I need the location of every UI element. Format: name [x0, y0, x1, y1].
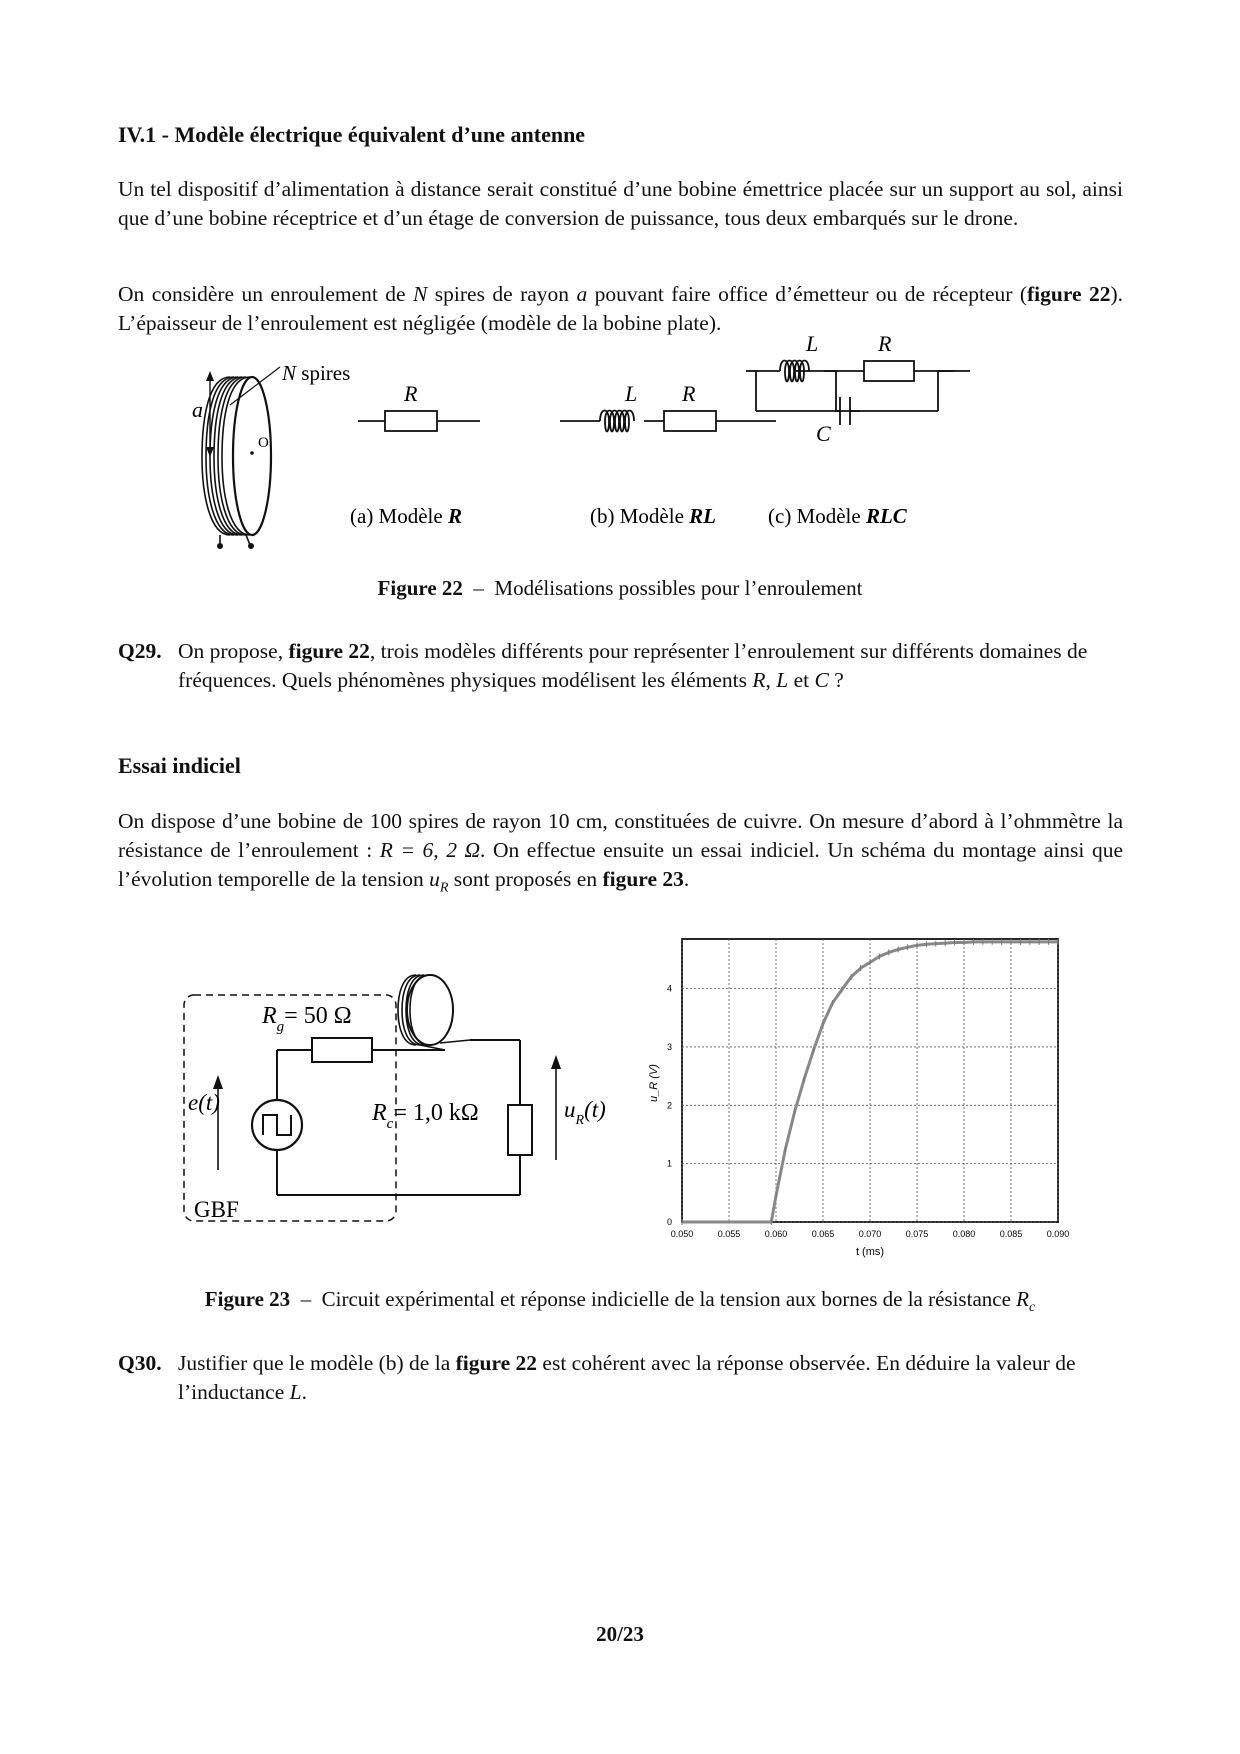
- figure-23-circuit: [180, 955, 630, 1230]
- x-tick-label: 0.050: [670, 1229, 694, 1239]
- caption-model-rlc: (c) Modèle RLC: [768, 504, 907, 528]
- x-tick-label: 0.090: [1046, 1229, 1070, 1239]
- coil-terminal: [248, 543, 254, 549]
- x-tick-label: 0.085: [999, 1229, 1023, 1239]
- rc-label: $R_c= 1,0$ kΩ: [372, 1100, 479, 1132]
- figure-23-chart: [640, 935, 1080, 1265]
- model-rlc-resistor-label: R: [878, 331, 892, 356]
- e-label: e(t): [188, 1090, 220, 1115]
- model-rl-circuit: [560, 411, 776, 432]
- x-tick-label: 0.070: [858, 1229, 882, 1239]
- ur-arrow-head: [551, 1055, 561, 1069]
- model-paragraph: On considère un enroulement de N spires de rayon a pouvant faire office d’émetteur ou de récepteur (figure 22). L’épaisseur de l’enroulement est négligée (modèle de la bobine plate).: [118, 282, 1124, 335]
- gbf-label: GBF: [194, 1197, 239, 1222]
- question-30: Q30. Justifier que le modèle (b) de la figure 22 est cohérent avec la réponse observée. En déduire la valeur de l’inductance L.: [118, 1351, 1076, 1404]
- spires-leader: [230, 367, 280, 405]
- rg-label: $R_g= 50$ Ω: [262, 1003, 352, 1035]
- coil-radius-label: a: [192, 397, 203, 422]
- x-tick-label: 0.055: [717, 1229, 741, 1239]
- figure-22-caption: Figure 22 – Modélisations possibles pour l’enroulement: [377, 576, 863, 600]
- section-title: IV.1 - Modèle électrique équivalent d’une antenne: [118, 122, 586, 147]
- figure-22-diagram: [180, 331, 1080, 545]
- resistor-rg: [312, 1038, 372, 1062]
- model-rl-resistor-label: R: [682, 381, 696, 406]
- coil-spires-label: N spires: [282, 361, 351, 385]
- y-tick-label: 0: [666, 1217, 672, 1227]
- radius-arrow-head-up: [206, 371, 214, 381]
- essai-paragraph: On dispose d’une bobine de 100 spires de rayon 10 cm, constituées de cuivre. On mesure d’abord à l’ohmmètre la résistance de l’enroulement : R = 6, 2 Ω. On effectue ensuite un essai indiciel. Un schéma du montage ainsi que l’évolution temporelle de la tension $u_R$ sont proposés en figure 23.: [118, 809, 1123, 896]
- caption-model-r: (a) Modèle R: [350, 504, 462, 528]
- page-number: 20/23: [596, 1622, 644, 1646]
- y-tick-label: 1: [666, 1158, 672, 1169]
- model-rlc-inductor-label: L: [806, 331, 819, 356]
- y-axis-label: u_R (V): [648, 1064, 660, 1102]
- x-axis-label: t (ms): [855, 1246, 885, 1258]
- radius-arrow-head-down: [206, 447, 214, 457]
- coil-drawing-23: [398, 975, 470, 1050]
- model-rlc-capacitor-label: C: [816, 421, 831, 446]
- model-r-label: R: [404, 381, 418, 406]
- x-tick-label: 0.065: [811, 1229, 835, 1239]
- model-rlc-wires: [746, 361, 954, 426]
- resistor-rc: [508, 1105, 532, 1155]
- coil-terminal: [217, 543, 223, 549]
- x-tick-label: 0.075: [905, 1229, 929, 1239]
- intro-paragraph: Un tel dispositif d’alimentation à distance serait constitué d’une bobine émettrice placée sur un support au sol, ainsi que d’une bobine réceptrice et d’un étage de conversion de puissance, tous deux embarqués sur le drone.: [118, 177, 1123, 230]
- caption-model-rl: (b) Modèle RL: [590, 504, 716, 528]
- x-tick-label: 0.060: [764, 1229, 788, 1239]
- coil-center-dot: [250, 451, 254, 455]
- ur-label: $u_R(t)$: [564, 1097, 606, 1128]
- y-tick-label: 3: [666, 1041, 672, 1052]
- e-arrow-head: [213, 1075, 223, 1089]
- figure-23-caption: Figure 23 – Circuit expérimental et réponse indicielle de la tension aux bornes de la résistance $R_c$: [204, 1287, 1036, 1316]
- model-rl-inductor-label: L: [625, 381, 638, 406]
- y-tick-label: 4: [666, 983, 672, 994]
- essai-title: Essai indiciel: [118, 753, 241, 778]
- coil-drawing: [202, 377, 271, 545]
- x-tick-label: 0.080: [952, 1229, 976, 1239]
- question-29: Q29. On propose, figure 22, trois modèles différents pour représenter l’enroulement sur différents domaines de fréquences. Quels phénomènes physiques modélisent les éléments R, L et C ?: [118, 639, 1088, 692]
- model-r-circuit: [358, 411, 480, 431]
- coil-center-label: O: [258, 435, 269, 451]
- y-tick-label: 2: [666, 1100, 672, 1111]
